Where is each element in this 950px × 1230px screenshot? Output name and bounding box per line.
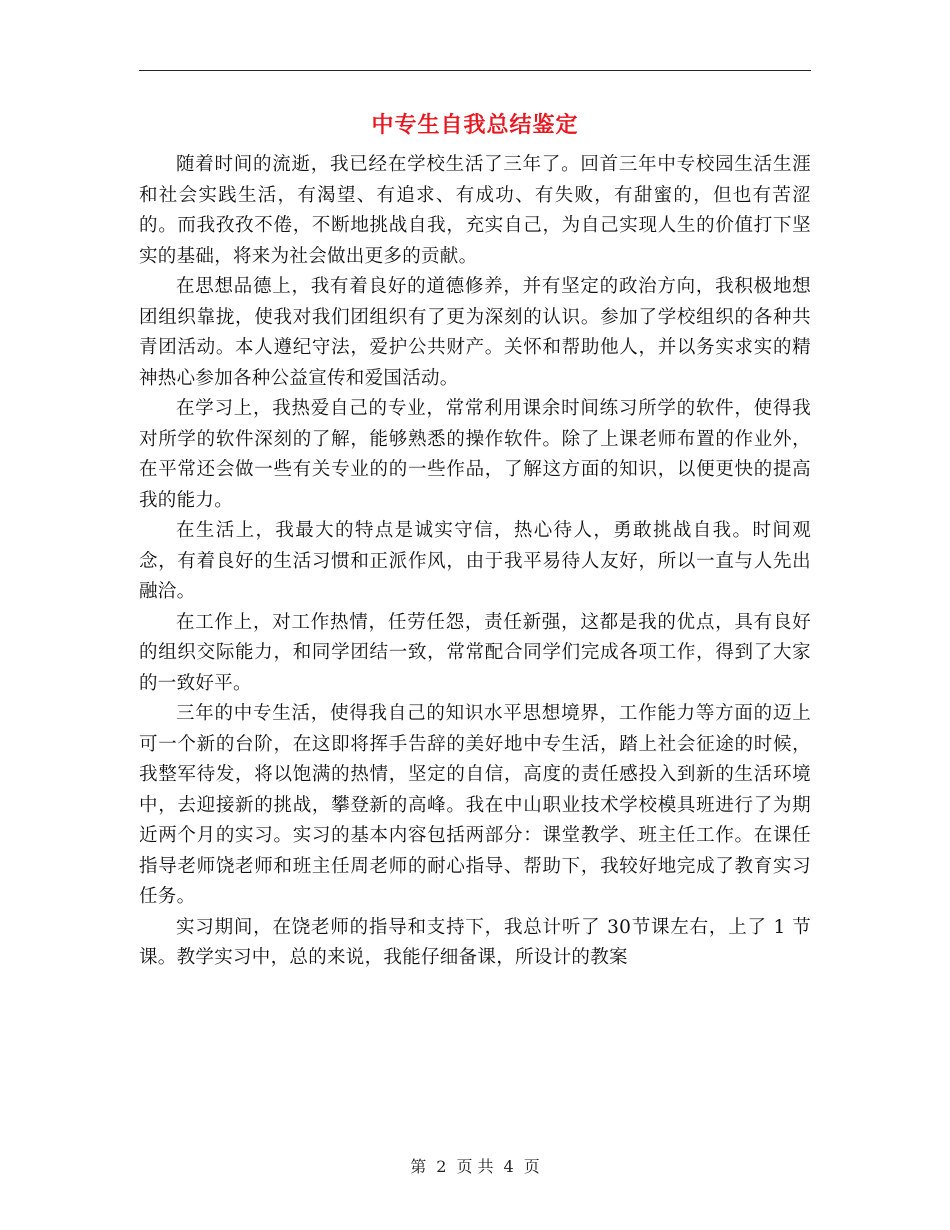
- paragraph-ideology: 在思想品德上，我有着良好的道德修养，并有坚定的政治方向，我积极地想团组织靠拢，使我对我们团组织有了更为深刻的认识。参加了学校组织的各种共青团活动。本人遵纪守法，爱护公共财产。关怀和帮助他人，并以务实求实的精神热心参加各种公益宣传和爱国活动。: [139, 276, 811, 389]
- page-footer: [0, 1154, 950, 1177]
- footer-current-page: 2: [436, 1157, 447, 1176]
- paragraph-intro: 随着时间的流逝，我已经在学校生活了三年了。回首三年中专校园生活生涯和社会实践生活，有渴望、有追求、有成功、有失败，有甜蜜的，但也有苦涩的。而我孜孜不倦，不断地挑战自我，充实自己，为自己实现人生的价值打下坚实的基础，将来为社会做出更多的贡献。: [139, 154, 811, 267]
- footer-prefix: 第: [410, 1157, 427, 1176]
- paragraph-internship: 三年的中专生活，使得我自己的知识水平思想境界，工作能力等方面的迈上可一个新的台阶，在这即将挥手告辞的美好地中专生活，踏上社会征途的时候，我整军待发，将以饱满的热情，坚定的自信，高度的责任感投入到新的生活环境中，去迎接新的挑战，攀登新的高峰。我在中山职业技术学校模具班进行了为期近两个月的实习。实习的基本内容包括两部分：课堂教学、班主任工作。在课任指导老师饶老师和班主任周老师的耐心指导、帮助下，我较好地完成了教育实习任务。: [139, 703, 811, 907]
- paragraph-work: 在工作上，对工作热情，任劳任怨，责任新强，这都是我的优点，具有良好的组织交际能力，和同学团结一致，常常配合同学们完成各项工作，得到了大家的一致好平。: [139, 611, 811, 694]
- document-title: 中专生自我总结鉴定: [371, 113, 579, 138]
- paragraph-study: 在学习上，我热爱自己的专业，常常利用课余时间练习所学的软件，使得我对所学的软件深刻的了解，能够熟悉的操作软件。除了上课老师布置的作业外，在平常还会做一些有关专业的的一些作品，了解这方面的知识，以便更快的提高我的能力。: [139, 398, 811, 511]
- paragraph-life: 在生活上，我最大的特点是诚实守信，热心待人，勇敢挑战自我。时间观念，有着良好的生活习惯和正派作风，由于我平易待人友好，所以一直与人先出融洽。: [139, 520, 811, 602]
- footer-suffix: 页: [523, 1157, 540, 1176]
- header-rule: [139, 70, 811, 71]
- footer-total-pages: 4: [503, 1157, 514, 1176]
- footer-middle: 页 共: [456, 1157, 494, 1176]
- document-body: [139, 150, 811, 974]
- paragraph-internship-period: 实习期间，在饶老师的指导和支持下，我总计听了 30节课左右，上了 1 节课。教学实习中，总的来说，我能仔细备课，所设计的教案: [139, 916, 811, 968]
